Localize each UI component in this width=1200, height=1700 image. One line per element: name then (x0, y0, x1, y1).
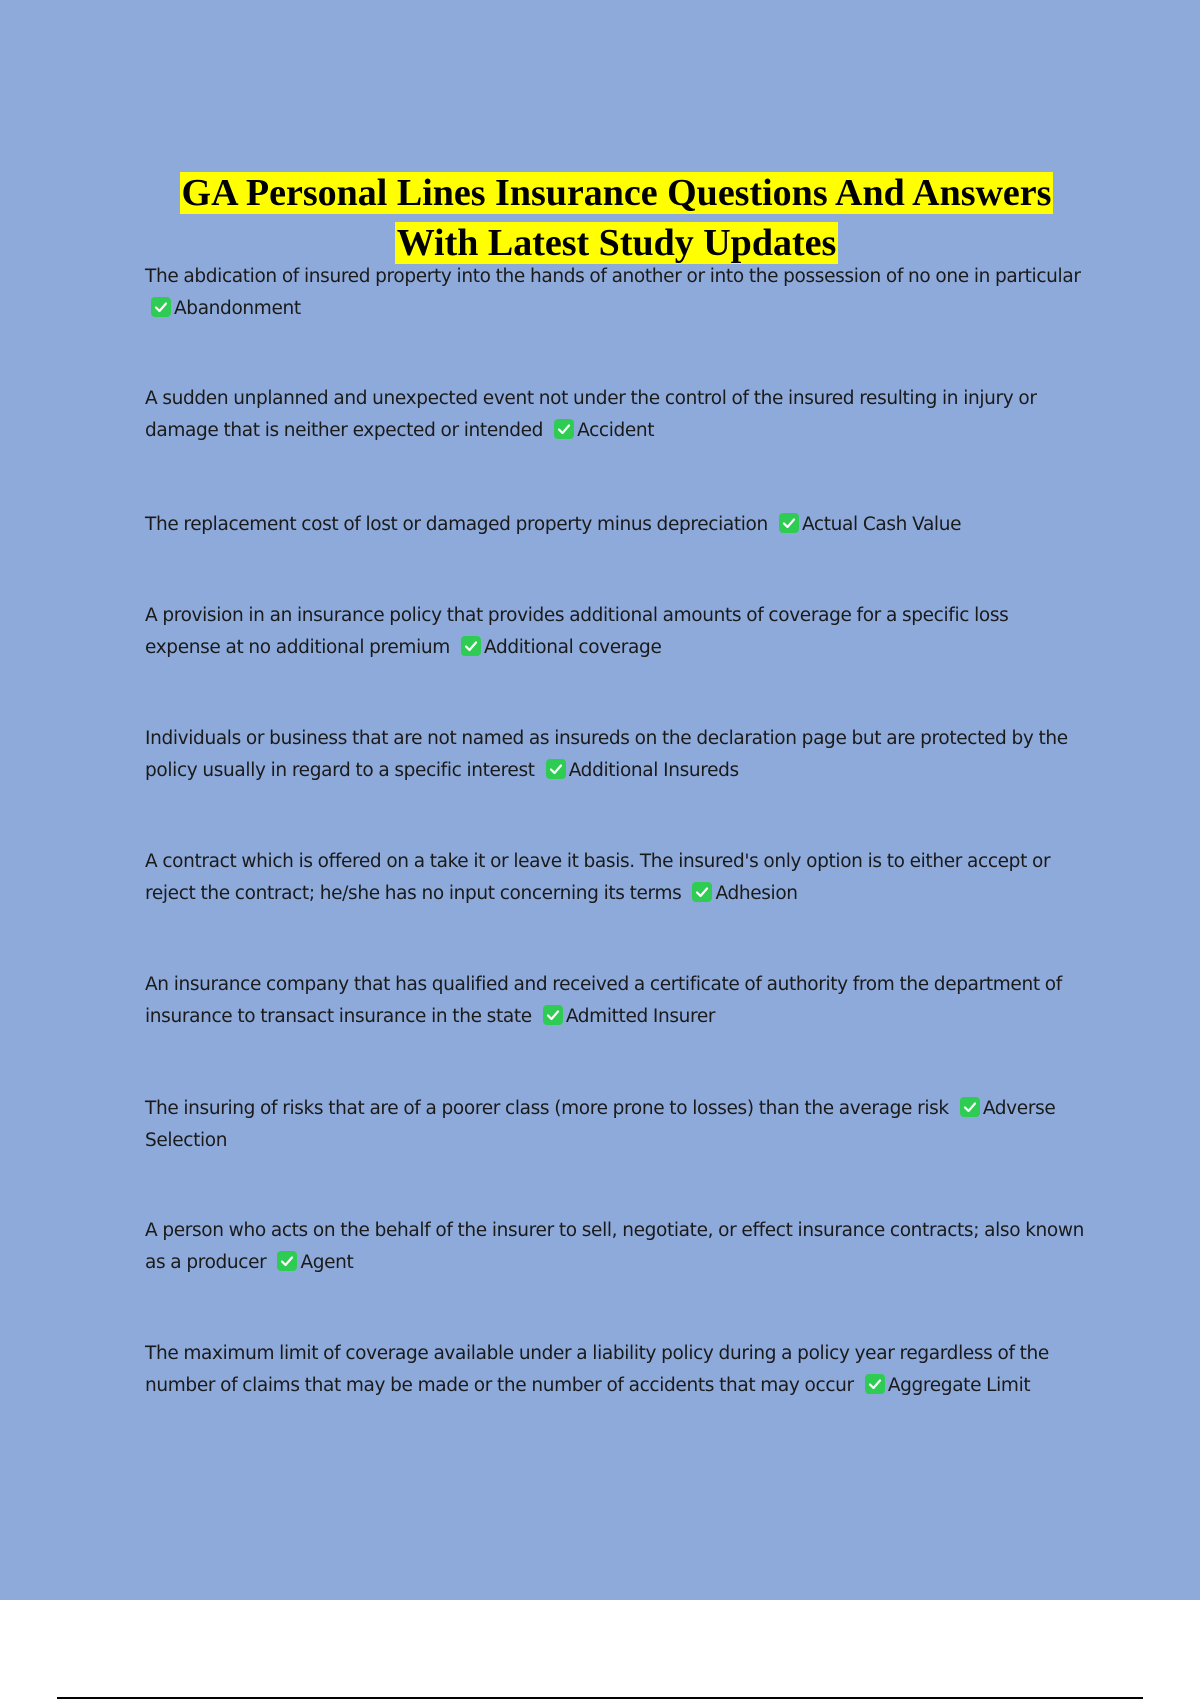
answer-text: Aggregate Limit (887, 1375, 1031, 1396)
qa-item (145, 723, 1085, 787)
check-icon (543, 1005, 563, 1025)
answer-text: Adverse Selection (145, 1098, 1056, 1151)
qa-item (145, 600, 1085, 664)
question-text: A sudden unplanned and unexpected event not under the control of the insured resulting in injury or damage that is neither expected or intended (145, 388, 1037, 441)
answer-text: Agent (300, 1252, 354, 1273)
answer-text: Actual Cash Value (801, 514, 962, 535)
qa-item (145, 1093, 1085, 1157)
answer-text: Abandonment (174, 298, 301, 319)
check-icon (277, 1251, 297, 1271)
question-text: The replacement cost of lost or damaged property minus depreciation (145, 514, 768, 535)
check-icon (692, 882, 712, 902)
qa-item (145, 1215, 1085, 1279)
qa-item (145, 383, 1085, 447)
question-text: The maximum limit of coverage available under a liability policy during a policy year regardless of the number of claims that may be made or the number of accidents that may occur (145, 1343, 1049, 1396)
qa-item (145, 846, 1085, 910)
answer-text: Accident (577, 420, 655, 441)
check-icon (960, 1097, 980, 1117)
question-text: A contract which is offered on a take it or leave it basis. The insured's only option is to either accept or reject the contract; he/she has no input concerning its terms (145, 851, 1051, 904)
answer-text: Additional Insureds (568, 760, 739, 781)
qa-item (145, 1338, 1085, 1402)
check-icon (779, 513, 799, 533)
question-text: Individuals or business that are not named as insureds on the declaration page but are protected by the policy usually in regard to a specific interest (145, 728, 1068, 781)
question-text: The abdication of insured property into the hands of another or into the possession of no one in particular (145, 266, 1081, 287)
title-line-2: With Latest Study Updates (396, 222, 837, 265)
page-title (0, 168, 1200, 268)
qa-item (145, 509, 1085, 541)
check-icon (461, 636, 481, 656)
check-icon (865, 1374, 885, 1394)
question-text: A person who acts on the behalf of the insurer to sell, negotiate, or effect insurance contracts; also known as a producer (145, 1220, 1085, 1273)
question-text: The insuring of risks that are of a poorer class (more prone to losses) than the average risk (145, 1098, 949, 1119)
question-text: An insurance company that has qualified and received a certificate of authority from the department of insurance to transact insurance in the state (145, 974, 1062, 1027)
qa-item (145, 261, 1085, 325)
answer-text: Adhesion (715, 883, 798, 904)
question-text: A provision in an insurance policy that provides additional amounts of coverage for a specific loss expense at no additional premium (145, 605, 1009, 658)
check-icon (151, 297, 171, 317)
footer-divider (57, 1697, 1143, 1699)
title-line-1: GA Personal Lines Insurance Questions And Answers (181, 172, 1052, 215)
check-icon (546, 759, 566, 779)
answer-text: Additional coverage (483, 637, 662, 658)
check-icon (554, 419, 574, 439)
qa-item (145, 969, 1085, 1033)
answer-text: Admitted Insurer (565, 1006, 716, 1027)
